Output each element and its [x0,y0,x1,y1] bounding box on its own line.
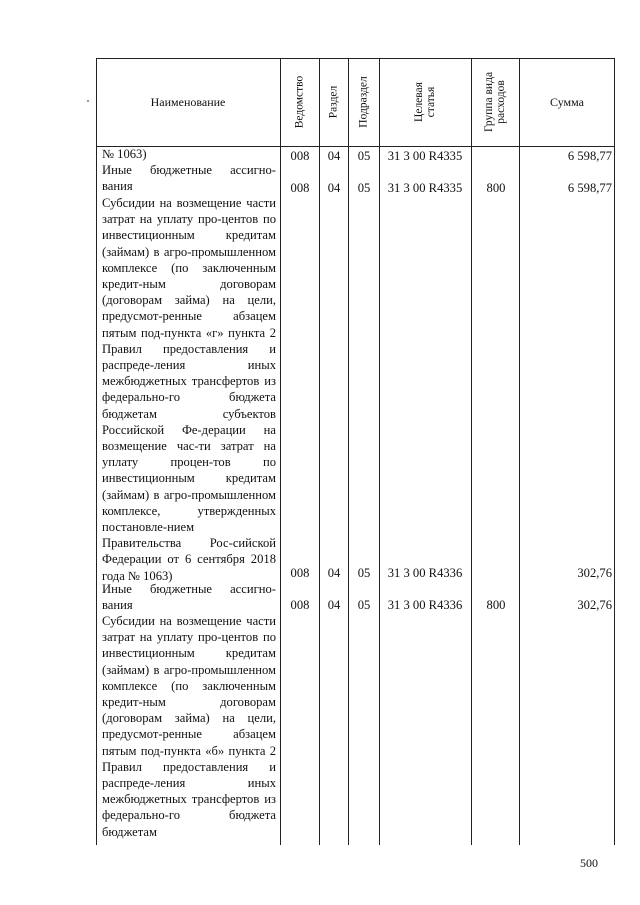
column-border [319,58,320,845]
column-border [96,58,97,845]
column-border [348,58,349,845]
cell-celevaya: 31 3 00 R4335 [387,149,463,163]
header-summa: Сумма [550,94,584,109]
name-cell [102,581,276,613]
cell-podrazdel: 05 [357,181,371,195]
header-razdel: Раздел [327,85,340,119]
header-vedomstvo: Ведомство [293,75,306,129]
cell-razdel: 04 [327,566,341,580]
column-border [379,58,380,845]
cell-summa: 6 598,77 [567,149,612,163]
header-gruppa-vida-rashodov: Группа вида расходов [483,71,508,133]
name-paragraph: № 1063) [102,147,147,161]
page-number: 500 [580,856,598,870]
column-border [471,58,472,845]
cell-vedomstvo: 008 [290,566,310,580]
name-paragraph: Субсидии на возмещение части затрат на уплату про-центов по инвестиционным кредитам (займам) в агро-промышленном комплексе (по заключенным кредит-ным договорам (договорам займа) на цели, предусмот-ренные абзацем пятым под-пункта «б» пункта 2 Правил предоставления и распреде-ления иных межбюджетных трансфертов из федерально-го бюджета бюджетам [102,614,276,839]
cell-vedomstvo: 008 [290,181,310,195]
cell-summa: 302,76 [577,598,612,612]
cell-vedomstvo: 008 [290,598,310,612]
header-celevaya-statya: Целевая статья [413,82,437,122]
cell-celevaya: 31 3 00 R4336 [387,598,463,612]
cell-razdel: 04 [327,149,341,163]
name-paragraph: Иные бюджетные ассигно-вания [102,163,276,194]
cell-vedomstvo: 008 [290,149,310,163]
name-paragraph: Иные бюджетные ассигно-вания [102,582,276,613]
cell-celevaya: 31 3 00 R4335 [387,181,463,195]
cell-summa: 302,76 [577,566,612,580]
cell-gruppa: 800 [486,598,506,612]
cell-podrazdel: 05 [357,566,371,580]
cell-razdel: 04 [327,181,341,195]
header-name: Наименование [150,94,226,109]
cell-gruppa: 800 [486,181,506,195]
column-border [519,58,520,845]
column-border [280,58,281,845]
column-border [614,58,615,845]
cell-podrazdel: 05 [357,598,371,612]
scan-mark [87,100,89,102]
cell-summa: 6 598,77 [567,181,612,195]
name-cell [102,613,276,840]
name-paragraph: Субсидии на возмещение части затрат на уплату про-центов по инвестиционным кредитам (займам) в агро-промышленном комплексе (по заключенным кредит-ным договорам (договорам займа) на цели, предусмот-ренные абзацем пятым под-пункта «г» пункта 2 Правил предоставления и распреде-ления иных межбюджетных трансфертов из федерально-го бюджета бюджетам субъектов Российской Фе-дерации на возмещение час-ти затрат на уплату процен-тов по инвестиционным кредитам (займам) в агро-промышленном комплексе, утвержденных постановле-нием Правительства Рос-сийской Федерации от 6 сентября 2018 года № 1063) [102,196,276,583]
cell-razdel: 04 [327,598,341,612]
name-cell [102,162,276,194]
name-cell [102,195,276,584]
name-cell [102,146,276,162]
cell-podrazdel: 05 [357,149,371,163]
cell-celevaya: 31 3 00 R4336 [387,566,463,580]
header-podrazdel: Подраздел [357,76,370,128]
